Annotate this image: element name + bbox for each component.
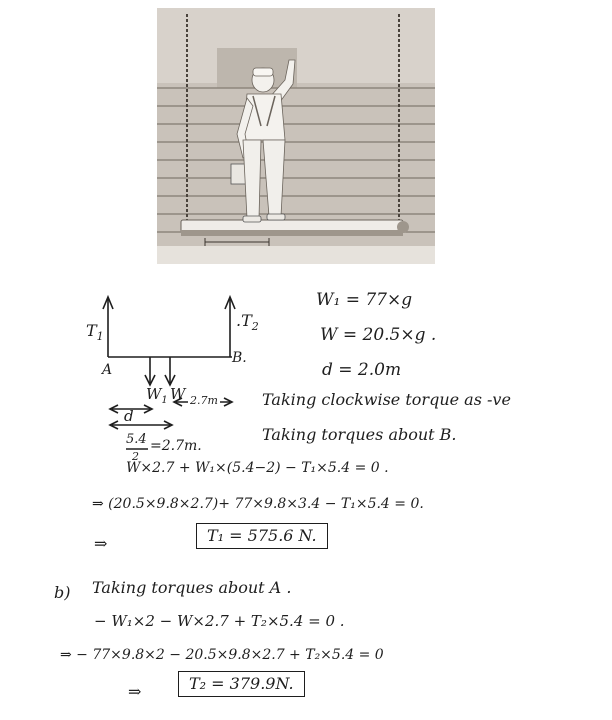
result-t2-box bbox=[178, 671, 305, 697]
part-b-label: b) bbox=[54, 583, 71, 602]
result-t2: T₂ = 379.9N. bbox=[189, 674, 294, 693]
sign-convention: Taking clockwise torque as -ve bbox=[262, 390, 511, 409]
label-a: A bbox=[102, 362, 113, 378]
label-t1: $T_1$ bbox=[86, 321, 104, 344]
label-w1: $W_1$ bbox=[146, 385, 168, 406]
label-half-numerator: 5.4 bbox=[126, 432, 147, 447]
given-d: d = 2.0m bbox=[322, 360, 402, 380]
label-half-value: =2.7m. bbox=[150, 438, 202, 454]
equation-5: ⇒ − 77×9.8×2 − 20.5×9.8×2.7 + T₂×5.4 = 0 bbox=[60, 647, 384, 663]
torques-about-b: Taking torques about B. bbox=[262, 425, 457, 444]
label-d: d bbox=[124, 407, 134, 425]
label-w: W bbox=[170, 385, 186, 403]
implies-arrow-2: ⇒ bbox=[128, 682, 142, 701]
result-t1: T₁ = 575.6 N. bbox=[207, 526, 317, 545]
torques-about-a: Taking torques about A . bbox=[92, 578, 292, 597]
equation-2: ⇒ (20.5×9.8×2.7)+ 77×9.8×3.4 − T₁×5.4 = 0. bbox=[92, 496, 424, 512]
given-w1: W₁ = 77×g bbox=[316, 290, 413, 310]
equation-4: − W₁×2 − W×2.7 + T₂×5.4 = 0 . bbox=[94, 612, 345, 630]
equation-1: W×2.7 + W₁×(5.4−2) − T₁×5.4 = 0 . bbox=[126, 460, 389, 476]
label-2-7m: 2.7m bbox=[190, 394, 218, 407]
implies-arrow-1: ⇒ bbox=[94, 534, 108, 553]
given-w: W = 20.5×g . bbox=[320, 325, 437, 345]
painter-on-scaffold-photo-icon bbox=[157, 8, 435, 264]
label-t2: $.T_2$ bbox=[236, 311, 259, 334]
painter-scaffold-photo bbox=[157, 8, 435, 264]
label-b: B. bbox=[232, 350, 247, 366]
result-t1-box bbox=[196, 523, 328, 549]
label-half-denominator: 2 bbox=[132, 450, 139, 463]
